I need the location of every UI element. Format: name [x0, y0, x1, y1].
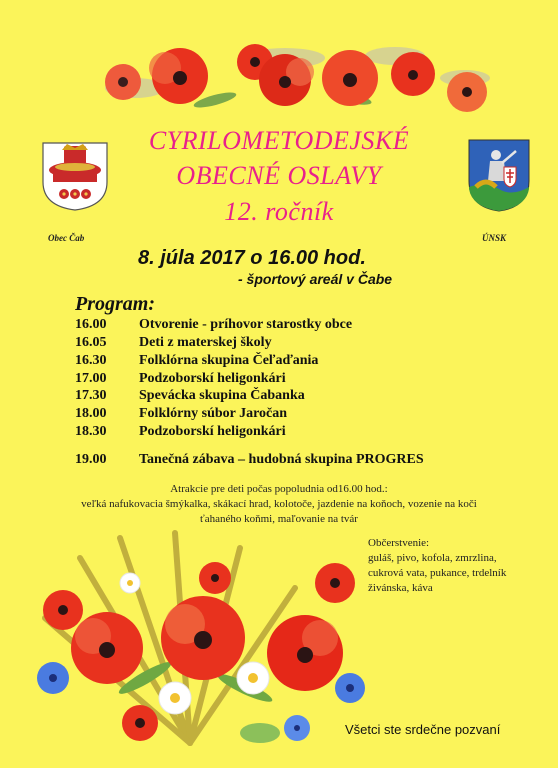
attractions-line: veľká nafukovacia šmýkalka, skákací hrad, kolotoče, jazdenie na koňoch, vozenie na koči: [81, 498, 477, 510]
program-time: 19.00: [75, 452, 107, 467]
poppy-flower: [315, 563, 355, 603]
event-venue: - športový areál v Čabe: [238, 271, 393, 287]
program-row: [75, 424, 286, 440]
attractions-line: Atrakcie pre deti počas popoludnia od16.00 hod.:: [170, 483, 388, 495]
program-label: Otvorenie - príhovor starostky obce: [139, 317, 353, 332]
program-label: Folklórny súbor Jaročan: [139, 406, 288, 421]
program-label: Podzoborskí heligonkári: [139, 424, 286, 439]
program-row: [75, 335, 272, 351]
poppy-flower: [267, 615, 343, 691]
daisy: [237, 662, 269, 694]
program-label: Podzoborskí heligonkári: [139, 371, 286, 386]
program-time: 17.30: [75, 388, 107, 403]
program-heading: Program:: [75, 293, 155, 315]
poppy-flower: [259, 54, 314, 106]
program-time: 17.00: [75, 371, 107, 386]
poppy-flower: [105, 64, 141, 100]
program-row: [75, 452, 424, 468]
attractions-text: [0, 482, 558, 527]
poppy-flower: [199, 562, 231, 594]
poppy-flower: [447, 72, 487, 112]
poppy-flower: [43, 590, 83, 630]
program-time: 16.00: [75, 317, 107, 332]
refreshments-line: cukrová vata, pukance, trdelník: [368, 567, 507, 579]
program-label: Folklórna skupina Čeľaďania: [139, 353, 319, 368]
program-time: 16.05: [75, 335, 107, 350]
right-crest-caption: ÚNSK: [482, 233, 507, 243]
attractions-line: ťahaného koňmi, maľovanie na tvár: [200, 513, 358, 525]
flower-bouquet: [25, 528, 365, 760]
program-row: [75, 353, 318, 369]
title-line-3: 12. ročník: [224, 197, 334, 226]
program-row: [75, 317, 352, 333]
refreshments-text: [368, 536, 506, 596]
poppy-flower: [161, 596, 245, 680]
program-time: 18.30: [75, 424, 107, 439]
poppy-flower: [71, 612, 143, 684]
program-row: [75, 406, 287, 422]
poppy-garland-top: [95, 38, 500, 118]
program-label: Tanečná zábava – hudobná skupina PROGRES: [139, 452, 424, 467]
program-row: [75, 371, 286, 387]
event-date: 8. júla 2017 o 16.00 hod.: [138, 247, 366, 269]
cornflower: [37, 662, 69, 694]
program-row: [75, 388, 305, 404]
refreshments-heading: Občerstvenie:: [368, 537, 430, 549]
program-label: Spevácka skupina Čabanka: [139, 388, 305, 403]
title-line-1: CYRILOMETODEJSKÉ: [148, 126, 410, 155]
program-time: 18.00: [75, 406, 107, 421]
cornflower: [335, 673, 365, 703]
title-line-2: OBECNÉ OSLAVY: [176, 161, 382, 190]
program-label: Deti z materskej školy: [139, 335, 272, 350]
refreshments-line: živánska, káva: [368, 582, 433, 594]
poppy-flower: [149, 48, 208, 104]
poppy-flower: [322, 50, 378, 106]
left-crest-caption: Obec Čab: [48, 233, 85, 243]
closing-text: Všetci ste srdečne pozvaní: [345, 722, 501, 737]
poppy-flower: [391, 52, 435, 96]
program-time: 16.30: [75, 353, 107, 368]
poppy-flower: [122, 705, 158, 741]
daisy: [159, 682, 191, 714]
daisy: [120, 573, 140, 593]
cornflower: [284, 715, 310, 741]
refreshments-line: guláš, pivo, kofola, zmrzlina,: [368, 552, 497, 564]
